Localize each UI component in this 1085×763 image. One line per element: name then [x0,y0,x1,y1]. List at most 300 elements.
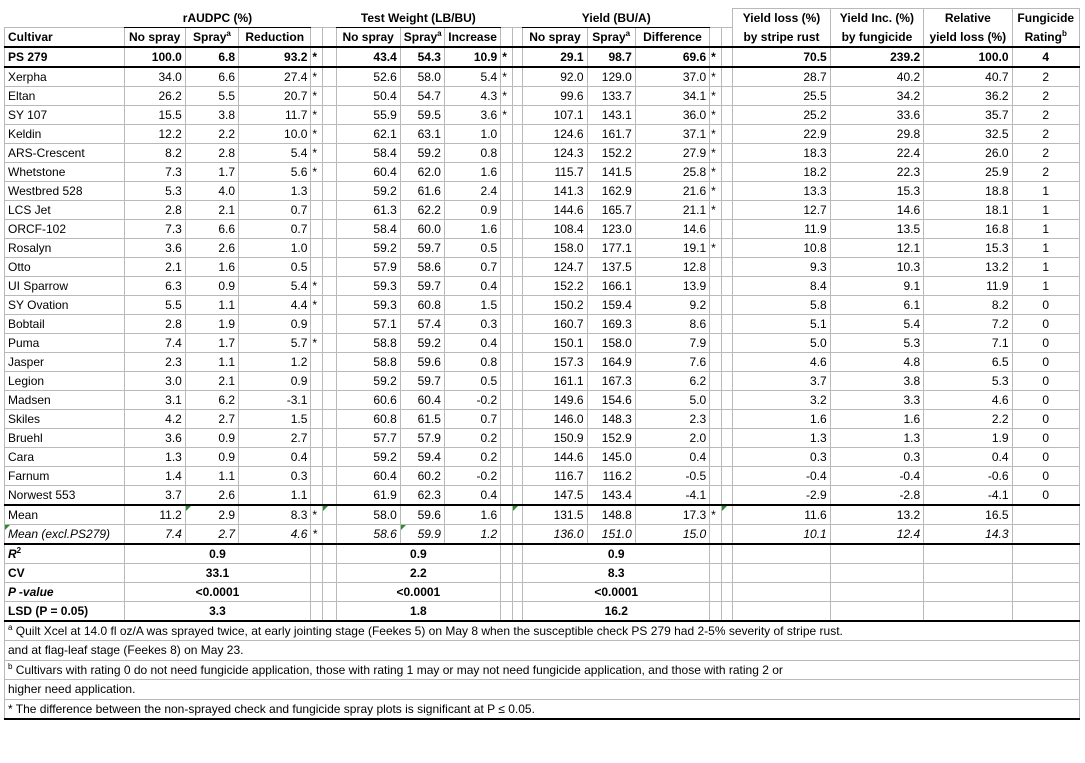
cultivar-cell: Legion [5,372,125,391]
raudpc-star-cell [311,220,323,239]
yield-star-cell [710,296,722,315]
yield-loss-cell: 25.5 [733,87,830,106]
raudpc-reduction-cell: 1.1 [239,486,311,506]
yield-no-spray-cell: 92.0 [523,67,587,87]
yield-inc-cell: 15.3 [830,182,923,201]
yield-star-cell [710,410,722,429]
stats-body [5,544,1080,621]
tw-no-spray-cell: 60.4 [336,163,400,182]
fungicide-rating-cell: 0 [1012,448,1079,467]
raudpc-no-spray-cell: 2.8 [124,315,185,334]
raudpc-reduction-cell: 0.9 [239,315,311,334]
raudpc-star-cell [311,372,323,391]
table-row [5,125,1080,144]
yield-no-spray-cell: 158.0 [523,239,587,258]
stat-row [5,602,1080,622]
cultivar-cell: Otto [5,258,125,277]
yield-difference-cell: 27.9 [635,144,709,163]
yield-loss-cell: -0.4 [733,467,830,486]
tw-increase-cell: -0.2 [444,467,500,486]
yield-spray-cell: 167.3 [587,372,635,391]
raudpc-star-cell [311,315,323,334]
raudpc-no-spray-cell: 3.6 [124,239,185,258]
yield-no-spray-cell: 141.3 [523,182,587,201]
yield-difference-cell: 9.2 [635,296,709,315]
raudpc-spray-cell: 1.9 [185,315,238,334]
raudpc-star-cell: * [311,47,323,67]
raudpc-reduction-cell: 1.0 [239,239,311,258]
table-row [5,87,1080,106]
mean-excl-tw-spray: 59.9 [400,525,444,545]
yield-inc-cell: 5.3 [830,334,923,353]
header-raudpc-no-spray: No spray [124,28,185,48]
yield-star-cell [710,258,722,277]
stat-label: P -value [5,583,125,602]
tw-star-cell [501,258,513,277]
yield-no-spray-cell: 161.1 [523,372,587,391]
tw-increase-cell: 0.8 [444,144,500,163]
tw-star-cell [501,391,513,410]
yield-loss-cell: 3.2 [733,391,830,410]
raudpc-reduction-cell: 4.4 [239,296,311,315]
relative-yield-loss-cell: 36.2 [924,87,1012,106]
tw-spray-cell: 57.4 [400,315,444,334]
cultivar-cell: Jasper [5,353,125,372]
yield-difference-cell: 36.0 [635,106,709,125]
tw-no-spray-cell: 59.3 [336,277,400,296]
raudpc-star-cell: * [311,277,323,296]
mean-tw-spray: 59.6 [400,505,444,525]
yield-difference-cell: 19.1 [635,239,709,258]
tw-no-spray-cell: 62.1 [336,125,400,144]
yield-inc-cell: 239.2 [830,47,923,67]
header-yield-inc-top: Yield Inc. (%) [830,9,923,28]
tw-spray-cell: 61.6 [400,182,444,201]
raudpc-reduction-cell: 27.4 [239,67,311,87]
yield-spray-cell: 137.5 [587,258,635,277]
raudpc-star-cell: * [311,106,323,125]
yield-star-cell [710,315,722,334]
results-table [4,8,1080,720]
table-row [5,67,1080,87]
yield-difference-cell: 6.2 [635,372,709,391]
tw-increase-cell: 0.4 [444,277,500,296]
tw-no-spray-cell: 60.8 [336,410,400,429]
yield-spray-cell: 169.3 [587,315,635,334]
relative-yield-loss-cell: -4.1 [924,486,1012,506]
tw-spray-cell: 59.5 [400,106,444,125]
tw-spray-cell: 59.7 [400,372,444,391]
raudpc-spray-cell: 2.7 [185,410,238,429]
mean-relative: 16.5 [924,505,1012,525]
yield-inc-cell: 3.8 [830,372,923,391]
yield-difference-cell: 5.0 [635,391,709,410]
mean-yield-inc: 13.2 [830,505,923,525]
raudpc-no-spray-cell: 26.2 [124,87,185,106]
yield-star-cell: * [710,144,722,163]
tw-spray-cell: 63.1 [400,125,444,144]
fungicide-rating-cell: 2 [1012,125,1079,144]
yield-star-cell [710,372,722,391]
stat-yield-value: 8.3 [523,564,710,583]
stat-raudpc-value: 3.3 [124,602,311,622]
relative-yield-loss-cell: 16.8 [924,220,1012,239]
cultivar-cell: Madsen [5,391,125,410]
cultivar-cell: Rosalyn [5,239,125,258]
relative-yield-loss-cell: 32.5 [924,125,1012,144]
header-yield-spray: Spray$^a$ [587,28,635,48]
raudpc-star-cell [311,258,323,277]
yield-loss-cell: 3.7 [733,372,830,391]
mean-yield-no-spray: 131.5 [523,505,587,525]
tw-increase-cell: 0.2 [444,448,500,467]
stat-label: CV [5,564,125,583]
yield-no-spray-cell: 124.3 [523,144,587,163]
yield-star-cell: * [710,67,722,87]
stat-tw-value: 0.9 [336,544,501,564]
raudpc-star-cell [311,353,323,372]
yield-spray-cell: 154.6 [587,391,635,410]
tw-increase-cell: 0.7 [444,258,500,277]
yield-inc-cell: 22.4 [830,144,923,163]
tw-star-cell [501,239,513,258]
tw-star-cell [501,201,513,220]
yield-inc-cell: 12.1 [830,239,923,258]
yield-star-cell: * [710,163,722,182]
stat-label: $R^2$ [5,544,125,564]
relative-yield-loss-cell: 35.7 [924,106,1012,125]
raudpc-reduction-cell: 0.9 [239,372,311,391]
tw-star-cell [501,372,513,391]
tw-no-spray-cell: 59.2 [336,372,400,391]
cultivar-cell: Keldin [5,125,125,144]
table-row [5,486,1080,506]
yield-loss-cell: 1.3 [733,429,830,448]
raudpc-spray-cell: 2.1 [185,372,238,391]
yield-spray-cell: 141.5 [587,163,635,182]
raudpc-no-spray-cell: 2.3 [124,353,185,372]
tw-increase-cell: 0.9 [444,201,500,220]
relative-yield-loss-cell: 1.9 [924,429,1012,448]
fungicide-rating-cell: 2 [1012,163,1079,182]
yield-difference-cell: 12.8 [635,258,709,277]
yield-star-cell: * [710,125,722,144]
yield-spray-cell: 161.7 [587,125,635,144]
cultivar-cell: Bruehl [5,429,125,448]
raudpc-spray-cell: 6.6 [185,67,238,87]
raudpc-reduction-cell: 5.6 [239,163,311,182]
yield-spray-cell: 143.1 [587,106,635,125]
yield-spray-cell: 152.9 [587,429,635,448]
relative-yield-loss-cell: 0.4 [924,448,1012,467]
tw-spray-cell: 59.4 [400,448,444,467]
tw-increase-cell: 1.5 [444,296,500,315]
yield-spray-cell: 98.7 [587,47,635,67]
raudpc-spray-cell: 1.1 [185,467,238,486]
yield-difference-cell: -4.1 [635,486,709,506]
fungicide-rating-cell: 2 [1012,67,1079,87]
tw-star-cell [501,429,513,448]
yield-loss-cell: 13.3 [733,182,830,201]
tw-spray-cell: 54.3 [400,47,444,67]
header-relative-top: Relative [924,9,1012,28]
tw-star-cell [501,220,513,239]
tw-no-spray-cell: 58.4 [336,144,400,163]
cultivar-cell: LCS Jet [5,201,125,220]
mean-yield-difference: 17.3 [635,505,709,525]
raudpc-no-spray-cell: 3.1 [124,391,185,410]
raudpc-no-spray-cell: 7.3 [124,220,185,239]
raudpc-reduction-cell: 5.4 [239,144,311,163]
fungicide-rating-cell: 2 [1012,87,1079,106]
tw-no-spray-cell: 61.3 [336,201,400,220]
raudpc-reduction-cell: 11.7 [239,106,311,125]
mean-excl-yield-inc: 12.4 [830,525,923,545]
yield-difference-cell: 7.6 [635,353,709,372]
yield-spray-cell: 164.9 [587,353,635,372]
tw-increase-cell: 2.4 [444,182,500,201]
fungicide-rating-cell: 2 [1012,144,1079,163]
raudpc-star-cell [311,448,323,467]
tw-star-cell: * [501,67,513,87]
tw-no-spray-cell: 58.8 [336,334,400,353]
table-row [5,315,1080,334]
raudpc-no-spray-cell: 2.8 [124,201,185,220]
yield-star-cell [710,467,722,486]
mean-yield-loss: 11.6 [733,505,830,525]
tw-spray-cell: 59.2 [400,334,444,353]
raudpc-no-spray-cell: 4.2 [124,410,185,429]
raudpc-star-cell [311,486,323,506]
raudpc-reduction-cell: -3.1 [239,391,311,410]
tw-spray-cell: 60.2 [400,467,444,486]
tw-no-spray-cell: 58.4 [336,220,400,239]
mean-raudpc-spray: 2.9 [185,505,238,525]
raudpc-star-cell [311,410,323,429]
tw-star-cell [501,467,513,486]
tw-star-cell [501,410,513,429]
relative-yield-loss-cell: 2.2 [924,410,1012,429]
yield-spray-cell: 148.3 [587,410,635,429]
mean-raudpc-star: * [311,505,323,525]
tw-star-cell [501,277,513,296]
header-relative-bottom: yield loss (%) [924,28,1012,48]
yield-difference-cell: 2.3 [635,410,709,429]
yield-inc-cell: -2.8 [830,486,923,506]
yield-loss-cell: 0.3 [733,448,830,467]
yield-star-cell: * [710,239,722,258]
yield-inc-cell: 0.3 [830,448,923,467]
yield-spray-cell: 145.0 [587,448,635,467]
tw-increase-cell: 0.3 [444,315,500,334]
raudpc-star-cell: * [311,296,323,315]
tw-star-cell [501,125,513,144]
cultivar-cell: UI Sparrow [5,277,125,296]
raudpc-spray-cell: 4.0 [185,182,238,201]
relative-yield-loss-cell: 25.9 [924,163,1012,182]
yield-star-cell: * [710,201,722,220]
footnote-a-line-1: $^a$ Quilt Xcel at 14.0 fl oz/A was sprayed twice, at early jointing stage (Feekes 5) on May 8 when the susceptible check PS 279 had 2-5% severity of stripe rust. [5,621,1013,641]
table-row [5,391,1080,410]
header-yield-no-spray: No spray [523,28,587,48]
table-row [5,144,1080,163]
cultivar-cell: Westbred 528 [5,182,125,201]
fungicide-rating-cell: 1 [1012,201,1079,220]
mean-excl-yield-spray: 151.0 [587,525,635,545]
raudpc-no-spray-cell: 15.5 [124,106,185,125]
cultivar-cell: Norwest 553 [5,486,125,506]
tw-spray-cell: 57.9 [400,429,444,448]
yield-loss-cell: 1.6 [733,410,830,429]
raudpc-no-spray-cell: 1.4 [124,467,185,486]
raudpc-spray-cell: 0.9 [185,448,238,467]
header-raudpc-reduction: Reduction [239,28,311,48]
yield-no-spray-cell: 99.6 [523,87,587,106]
table-row [5,353,1080,372]
tw-spray-cell: 61.5 [400,410,444,429]
footnote-star-row [5,699,1080,719]
relative-yield-loss-cell: 100.0 [924,47,1012,67]
yield-inc-cell: 29.8 [830,125,923,144]
header-tw-no-spray: No spray [336,28,400,48]
header-yield-loss-bottom: by stripe rust [733,28,830,48]
raudpc-no-spray-cell: 34.0 [124,67,185,87]
yield-spray-cell: 159.4 [587,296,635,315]
raudpc-spray-cell: 1.6 [185,258,238,277]
relative-yield-loss-cell: 5.3 [924,372,1012,391]
tw-no-spray-cell: 61.9 [336,486,400,506]
raudpc-spray-cell: 0.9 [185,429,238,448]
yield-inc-cell: 40.2 [830,67,923,87]
yield-no-spray-cell: 144.6 [523,201,587,220]
tw-star-cell [501,296,513,315]
yield-star-cell [710,486,722,506]
raudpc-spray-cell: 6.8 [185,47,238,67]
raudpc-star-cell: * [311,144,323,163]
footnote-b-row-1 [5,660,1080,680]
raudpc-no-spray-cell: 6.3 [124,277,185,296]
raudpc-reduction-cell: 1.2 [239,353,311,372]
yield-no-spray-cell: 124.7 [523,258,587,277]
yield-inc-cell: 6.1 [830,296,923,315]
yield-loss-cell: 8.4 [733,277,830,296]
raudpc-star-cell: * [311,334,323,353]
stat-yield-value: <0.0001 [523,583,710,602]
yield-no-spray-cell: 124.6 [523,125,587,144]
mean-excl-raudpc-reduction: 4.6 [239,525,311,545]
raudpc-reduction-cell: 1.5 [239,410,311,429]
fungicide-rating-cell: 1 [1012,182,1079,201]
tw-no-spray-cell: 52.6 [336,67,400,87]
tw-spray-cell: 60.4 [400,391,444,410]
tw-increase-cell: 1.0 [444,125,500,144]
yield-difference-cell: 7.9 [635,334,709,353]
raudpc-reduction-cell: 0.7 [239,220,311,239]
raudpc-reduction-cell: 0.3 [239,467,311,486]
tw-spray-cell: 62.2 [400,201,444,220]
tw-increase-cell: 3.6 [444,106,500,125]
yield-loss-cell: 11.9 [733,220,830,239]
tw-increase-cell: 0.5 [444,239,500,258]
table-row [5,372,1080,391]
table-row [5,220,1080,239]
table-row [5,47,1080,67]
relative-yield-loss-cell: 6.5 [924,353,1012,372]
yield-spray-cell: 166.1 [587,277,635,296]
tw-increase-cell: -0.2 [444,391,500,410]
mean-excl-label: Mean (excl.PS279) [5,525,125,545]
mean-yield-star: * [710,505,722,525]
raudpc-reduction-cell: 5.4 [239,277,311,296]
raudpc-spray-cell: 6.6 [185,220,238,239]
tw-increase-cell: 1.6 [444,163,500,182]
fungicide-rating-cell: 2 [1012,106,1079,125]
raudpc-reduction-cell: 10.0 [239,125,311,144]
yield-inc-cell: 5.4 [830,315,923,334]
relative-yield-loss-cell: 13.2 [924,258,1012,277]
yield-difference-cell: 34.1 [635,87,709,106]
yield-difference-cell: 21.6 [635,182,709,201]
table-row [5,201,1080,220]
cultivar-cell: ARS-Crescent [5,144,125,163]
stat-label: LSD (P = 0.05) [5,602,125,622]
cultivar-cell: Xerpha [5,67,125,87]
stat-tw-value: 2.2 [336,564,501,583]
tw-spray-cell: 60.8 [400,296,444,315]
summary-body [5,505,1080,544]
tw-no-spray-cell: 59.2 [336,239,400,258]
cultivar-cell: SY Ovation [5,296,125,315]
yield-no-spray-cell: 160.7 [523,315,587,334]
header-yield-difference: Difference [635,28,709,48]
tw-spray-cell: 58.6 [400,258,444,277]
stat-raudpc-value: 33.1 [124,564,311,583]
relative-yield-loss-cell: 15.3 [924,239,1012,258]
header-tw-spray: Spray$^a$ [400,28,444,48]
stat-row [5,544,1080,564]
tw-star-cell: * [501,47,513,67]
mean-excl-relative: 14.3 [924,525,1012,545]
raudpc-no-spray-cell: 3.0 [124,372,185,391]
mean-row [5,505,1080,525]
yield-inc-cell: 4.8 [830,353,923,372]
raudpc-spray-cell: 1.1 [185,296,238,315]
tw-spray-cell: 59.2 [400,144,444,163]
mean-raudpc-reduction: 8.3 [239,505,311,525]
yield-difference-cell: 13.9 [635,277,709,296]
yield-spray-cell: 129.0 [587,67,635,87]
mean-raudpc-no-spray: 11.2 [124,505,185,525]
tw-no-spray-cell: 55.9 [336,106,400,125]
tw-star-cell [501,448,513,467]
yield-loss-cell: 5.0 [733,334,830,353]
table-row [5,182,1080,201]
fungicide-rating-cell: 0 [1012,334,1079,353]
raudpc-reduction-cell: 5.7 [239,334,311,353]
table-row [5,239,1080,258]
raudpc-no-spray-cell: 12.2 [124,125,185,144]
tw-no-spray-cell: 58.8 [336,353,400,372]
cultivar-cell: Eltan [5,87,125,106]
tw-star-cell: * [501,87,513,106]
raudpc-star-cell: * [311,125,323,144]
cultivar-cell: PS 279 [5,47,125,67]
raudpc-star-cell [311,201,323,220]
tw-spray-cell: 62.0 [400,163,444,182]
yield-loss-cell: 12.7 [733,201,830,220]
yield-inc-cell: 34.2 [830,87,923,106]
cultivar-cell: Whetstone [5,163,125,182]
